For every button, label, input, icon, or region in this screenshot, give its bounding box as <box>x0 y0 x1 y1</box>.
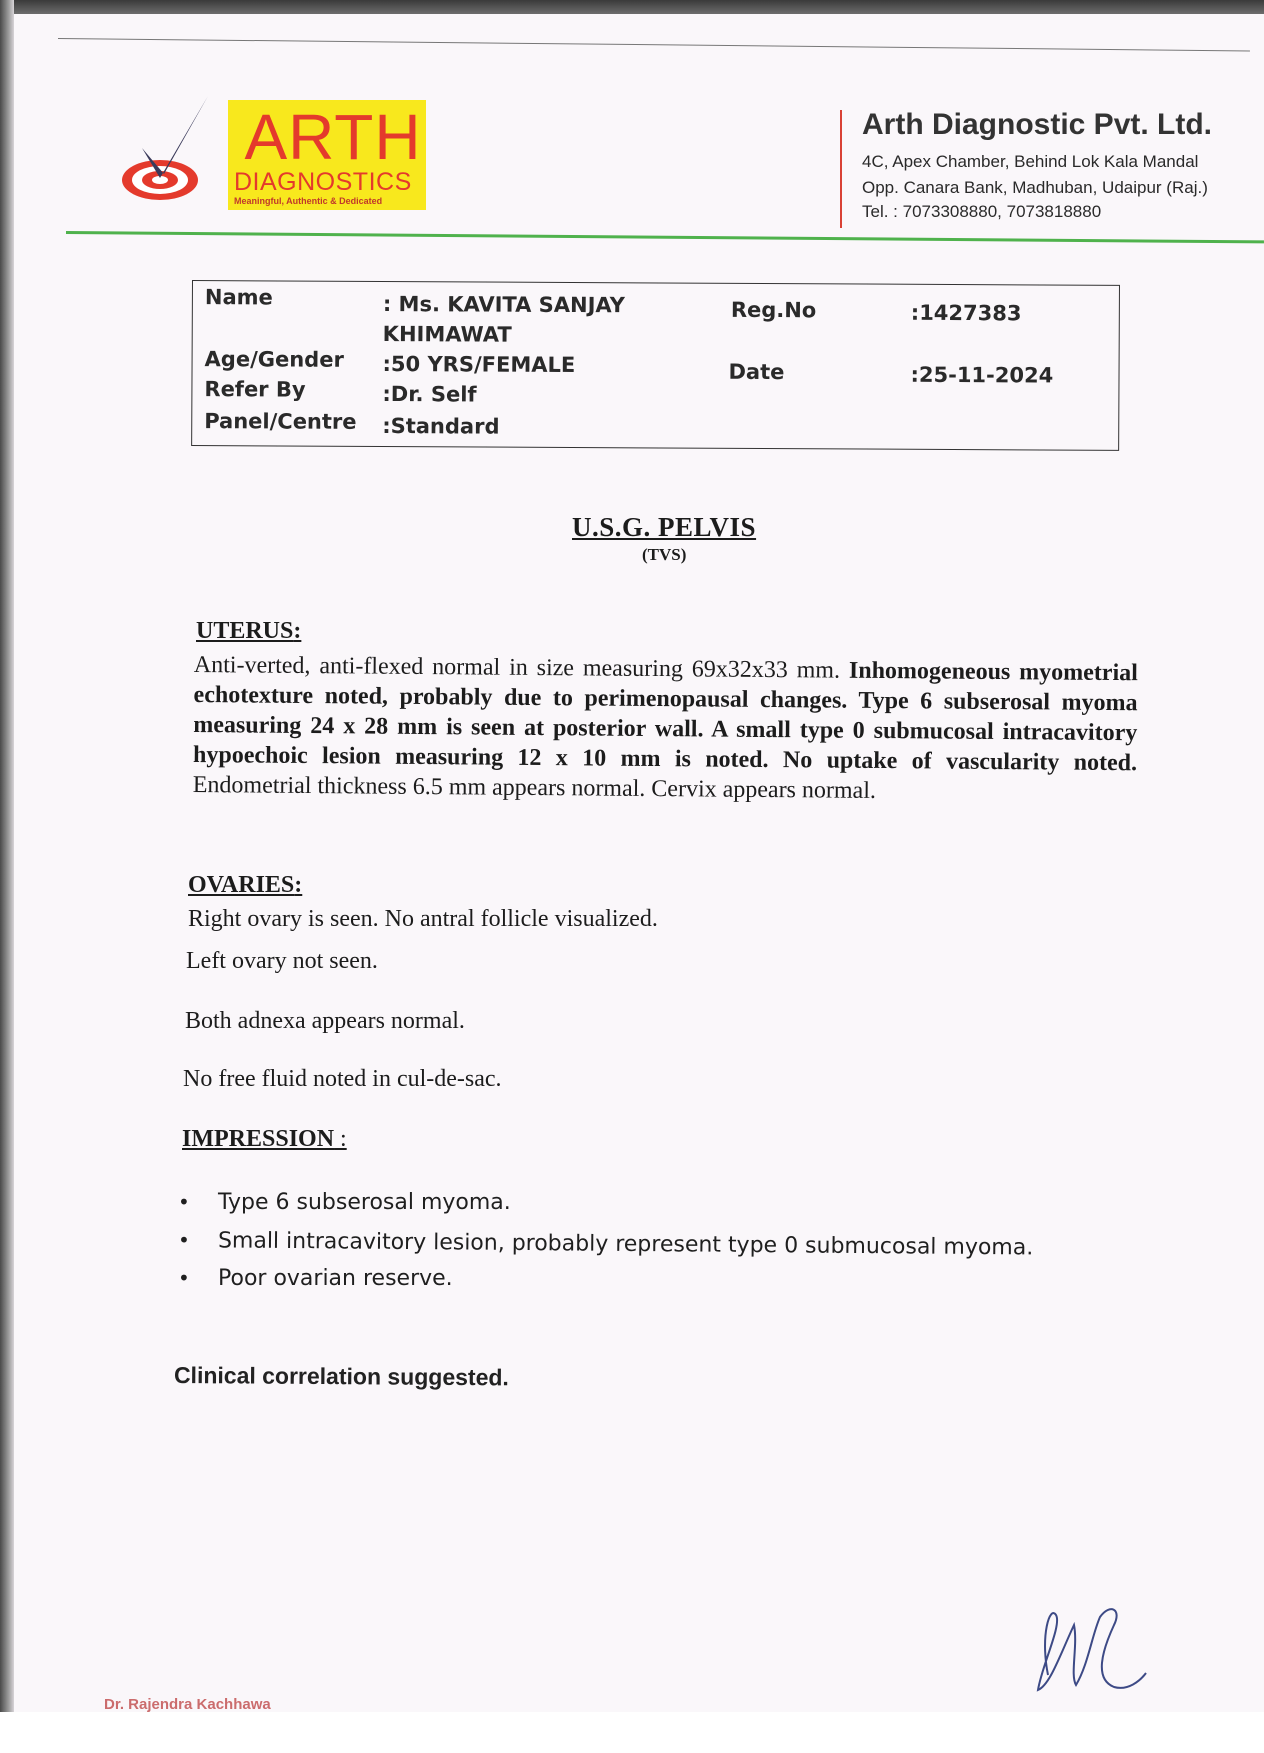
reg-no-label: Reg.No <box>730 297 817 323</box>
impression-item <box>178 1266 453 1291</box>
phone-line: Tel. : 7073308880, 7073818880 <box>862 202 1102 221</box>
target-check-icon <box>120 90 240 215</box>
impression-text-1: Type 6 subserosal myoma. <box>218 1190 511 1215</box>
bullet-icon: • <box>177 1228 190 1253</box>
date-label: Date <box>728 359 785 385</box>
ovaries-heading-text: OVARIES <box>188 872 295 898</box>
panel-value: :Standard <box>382 413 500 439</box>
uterus-text-bold: Inhomogeneous myometrial echotexture noted, probably due to perimenopausal changes. Type 6 subserosal myoma measuring 24 x 28 mm is seen at posterior wall. A small type 0 submucosal intracavitory hypoechoic lesion measuring 12 x 10 mm is noted. No uptake of vascularity noted. <box>192 657 1138 777</box>
age-gender-label: Age/Gender <box>204 347 344 372</box>
reg-no-value: :1427383 <box>910 300 1022 326</box>
bullet-icon: • <box>178 1266 190 1290</box>
uterus-heading-text: UTERUS <box>196 618 294 644</box>
scan-left-edge <box>0 0 14 1753</box>
name-label: Name <box>204 285 273 310</box>
age-gender-value: :50 YRS/FEMALE <box>382 351 576 378</box>
free-fluid-line: No free fluid noted in cul-de-sac. <box>183 1066 502 1092</box>
panel-label: Panel/Centre <box>204 409 357 434</box>
company-logo <box>120 90 430 215</box>
bullet-icon: • <box>178 1190 190 1214</box>
impression-item <box>178 1190 511 1215</box>
ovaries-line-1: Right ovary is seen. No antral follicle visualized. <box>188 906 658 932</box>
footer-doctor-name: Dr. Rajendra Kachhawa <box>104 1696 271 1713</box>
address-line-2: Opp. Canara Bank, Madhuban, Udaipur (Raj.) <box>862 178 1208 197</box>
ovaries-line-2: Left ovary not seen. <box>186 948 378 974</box>
logo-wordmark: ARTH <box>244 101 422 173</box>
name-value-2: KHIMAWAT <box>382 321 512 347</box>
impression-heading-text: IMPRESSION <box>182 1126 335 1152</box>
impression-heading: IMPRESSION : <box>182 1126 347 1152</box>
company-name: Arth Diagnostic Pvt. Ltd. <box>862 108 1213 141</box>
logo-subtitle: DIAGNOSTICS <box>234 168 412 196</box>
uterus-paragraph <box>193 650 1138 808</box>
clinical-note: Clinical correlation suggested. <box>173 1362 509 1391</box>
scan-bottom-edge <box>0 1712 1264 1753</box>
impression-text-2: Small intracavitory lesion, probably represent type 0 submucosal myoma. <box>217 1228 1034 1261</box>
date-value: :25-11-2024 <box>910 362 1054 388</box>
report-subtitle: (TVS) <box>642 545 687 564</box>
ovaries-heading: OVARIES: <box>188 872 303 898</box>
name-value-1: : Ms. KAVITA SANJAY <box>382 291 625 318</box>
doctor-signature <box>1030 1595 1170 1705</box>
uterus-heading: UTERUS: <box>196 618 302 644</box>
adnexa-line: Both adnexa appears normal. <box>185 1008 465 1034</box>
header-divider <box>840 110 842 228</box>
refer-by-value: :Dr. Self <box>382 381 477 407</box>
refer-by-label: Refer By <box>204 377 306 402</box>
impression-text-3: Poor ovarian reserve. <box>218 1266 453 1291</box>
logo-tagline: Meaningful, Authentic & Dedicated <box>234 196 383 206</box>
uterus-text-1: Anti-verted, anti-flexed normal in size measuring 69x32x33 mm. <box>193 651 850 684</box>
uterus-text-2: Endometrial thickness 6.5 mm appears normal. Cervix appears normal. <box>192 771 877 804</box>
patient-info-box <box>191 280 1120 451</box>
address-line-1: 4C, Apex Chamber, Behind Lok Kala Mandal <box>862 152 1199 171</box>
report-title: U.S.G. PELVIS <box>572 512 757 542</box>
